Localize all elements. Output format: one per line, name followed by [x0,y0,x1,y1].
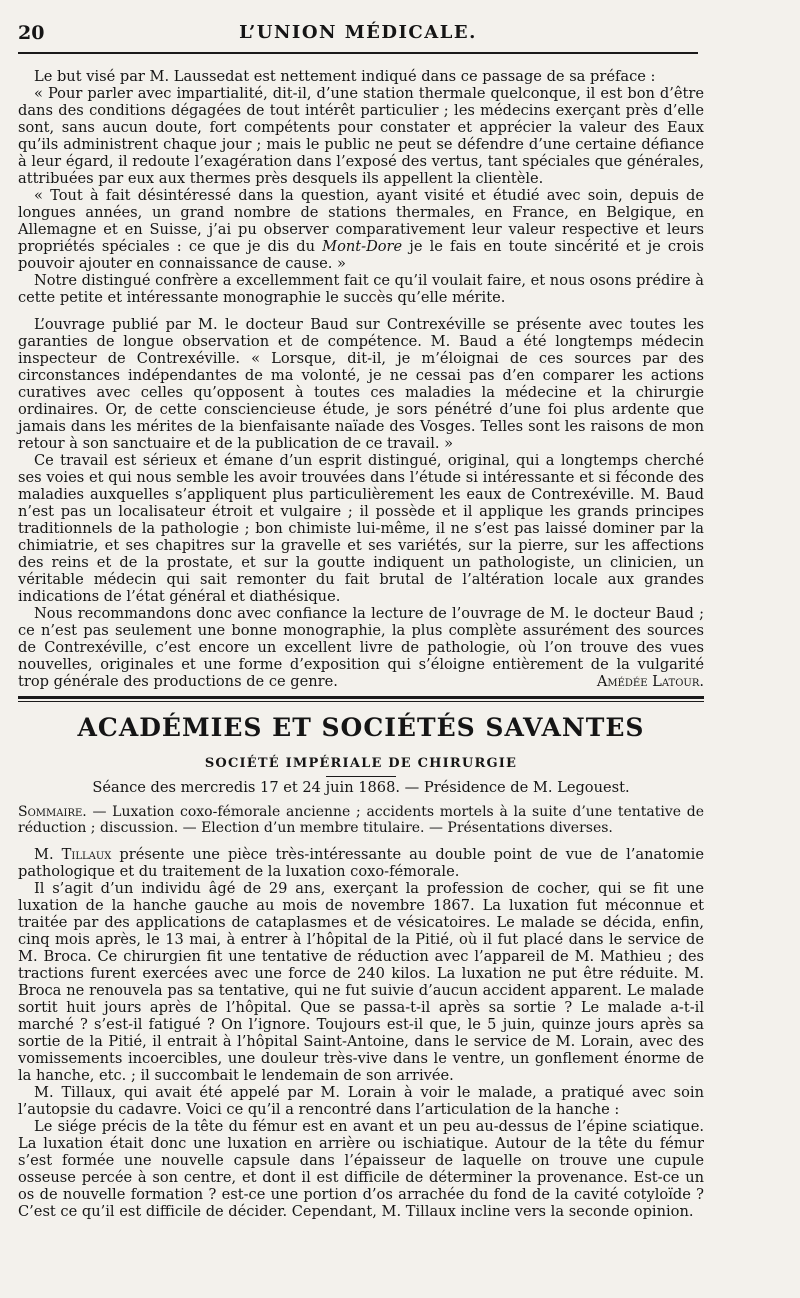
review2-intro: L’ouvrage publié par M. le docteur Baud sur Contrexéville se présente avec toutes les garanties de longue observation et de compétence. M. Baud a été longtemps médecin inspecteur de Contrexéville. « Lorsque, dit-il, je m’éloignai de ces sources par des circonstances indépendantes de ma volonté, je ne cessai pas d’en comparer les actions curatives avec celles qu’opposent à toutes ces maladies la médecine et la chirurgie ordinaires. Or, de cette consciencieuse étude, je sors pénétré d’une foi plus ardente que jamais dans les mérites de la bienfaisante naïade des Vosges. Telles sont les raisons de mon retour à son sanctuaire et de la publication de ce travail. » [18,316,704,452]
sommaire [18,804,704,836]
report-autopsy-findings: Le siége précis de la tête du fémur est en avant et un peu au-dessus de l’épine sciatique. La luxation était donc une luxation en arrière ou ischiatique. Autour de la tête du fémur s’est formée une nouvelle capsule dans l’épaisseur de laquelle on trouve une cupule osseuse percée à son centre, et dont il est difficile de déterminer la provenance. Est-ce un os de nouvelle formation ? est-ce une portion d’os arrachée du fond de la cavité cotyloïde ? C’est ce qu’il est difficile de décider. Cependant, M. Tillaux incline vers la seconde opinion. [18,1118,704,1220]
page-body [18,68,704,1220]
speaker-name: M. Tillaux [34,846,112,863]
review1-intro: Le but visé par M. Laussedat est nettement indiqué dans ce passage de sa préface : [34,68,656,85]
review2-analysis: Ce travail est sérieux et émane d’un esprit distingué, original, qui a longtemps cherché ses voies et qui nous semble les avoir trouvées dans l’étude si intéressante et si féconde des maladies auxquelles s’appliquent plus particulièrement les eaux de Contrexéville. M. Baud n’est pas un localisateur étroit et vulgaire ; il possède et il applique les grands principes traditionnels de la pathologie ; bon chimiste lui-même, il ne s’est pas laissé dominer par la chimiatrie, et ses chapitres sur la gravelle et ses variétés, sur la pierre, sur les affections des reins et de la prostate, et sur la goutte indiquent un pathologiste, un clinicien, un véritable médecin qui sait remonter du fait brutal de l’altération locale aux grandes indications de l’état général et diathésique. [18,452,704,605]
review2-conclusion [18,605,704,690]
society-title-rule [326,776,396,777]
header-rule [18,52,698,54]
review1-quote-2-end: je le fais en toute sincérité et je crois pouvoir ajouter en connaissance de cause. » [18,238,704,272]
review-baud [18,316,704,690]
section-double-rule [18,696,704,699]
session-line: Séance des mercredis 17 et 24 juin 1868. — Présidence de M. Legouest. [92,779,630,796]
review1-conclusion: Notre distingué confrère a excellemment fait ce qu’il voulait faire, et nous osons prédire à cette petite et intéressante monographie le succès qu’elle mérite. [18,272,705,306]
running-title: L’UNION MÉDICALE. [239,22,477,43]
sommaire-text: — Luxation coxo-fémorale ancienne ; accidents mortels à la suite d’une tentative de réduction ; discussion. — Election d’un membre titulaire. — Présentations diverses. [18,804,704,836]
page-header [18,20,698,46]
author-signature: Amédée Latour. [596,673,704,690]
mont-dore-title: Mont-Dore [322,238,403,255]
society-title: SOCIÉTÉ IMPÉRIALE DE CHIRURGIE [204,756,518,771]
report-case-history: Il s’agit d’un individu âgé de 29 ans, exerçant la profession de cocher, qui se fit une luxation de la hanche gauche au mois de novembre 1867. La luxation fut méconnue et traitée par des applications de cataplasmes et de vésicatoires. Le malade se décida, enfin, cinq mois après, le 13 mai, à entrer à l’hôpital de la Pitié, où il fut placé dans le service de M. Broca. Ce chirurgien fit une tentative de réduction avec l’appareil de M. Mathieu ; des tractions furent exercées avec une force de 240 kilos. La luxation ne put être réduite. M. Broca ne renouvela pas sa tentative, qui ne fut suivie d’aucun accident apparent. Le malade sortit huit jours après de l’hôpital. Que se passa-t-il après sa sortie ? Le malade a-t-il marché ? s’est-il fatigué ? On l’ignore. Toujours est-il que, le 5 juin, quinze jours après sa sortie de la Pitié, il entrait à l’hôpital Saint-Antoine, dans le service de M. Lorain, avec des vomissements incoercibles, une douleur très-vive dans le ventre, un gonflement énorme de la hanche, etc. ; il succombait le lendemain de son arrivée. [18,880,704,1084]
spacer [18,306,704,316]
section-title: ACADÉMIES ET SOCIÉTÉS SAVANTES [77,713,645,742]
review1-quote-2-start: « Tout à fait désintéressé dans la question, ayant visité et étudié avec soin, depuis de longues années, un grand nombre de stations thermales, en France, en Belgique, en Allemagne et en Suisse, j’ai pu observer comparativement leur valeur respective et leurs propriétés spéciales : ce que je dis du [18,187,704,255]
review1-quote-1: « Pour parler avec impartialité, dit-il, d’une station thermale quelconque, il est bon d’être dans des conditions dégagées de tout intérêt particulier ; les médecins exerçant près d’elle sont, sans aucun doute, fort compétents pour constater et apprécier la valeur des Eaux qu’ils administrent chaque jour ; mais le public ne peut se défendre d’une certaine défiance à leur égard, il redoute l’exagération dans l’exposé des vertus, tant spéciales que générales, attribuées par eux aux thermes près desquels ils appellent la clientèle. [18,85,704,187]
report-autopsy-intro: M. Tillaux, qui avait été appelé par M. Lorain à voir le malade, a pratiqué avec soin l’autopsie du cadavre. Voici ce qu’il a rencontré dans l’articulation de la hanche : [18,1084,704,1118]
report-intro-text: présente une pièce très-intéressante au double point de vue de l’anatomie pathologique et du traitement de la luxation coxo-fémorale. [18,846,704,880]
page-number: 20 [18,22,45,44]
review2-conclusion-text: Nous recommandons donc avec confiance la lecture de l’ouvrage de M. le docteur Baud ; ce n’est pas seulement une bonne monographie, la plus complète assurément des sources de Contrexéville, c’est encore un excellent livre de pathologie, où l’on trouve des vues nouvelles, originales et une forme d’exposition qui s’éloigne entièrement de la vulgarité trop générale des productions de ce genre. [18,605,704,690]
academies-section [18,714,704,1220]
sommaire-label: Sommaire. [18,804,87,820]
review-laussedat [18,68,704,306]
report-intro [18,846,704,880]
review1-quote-2 [18,187,704,272]
